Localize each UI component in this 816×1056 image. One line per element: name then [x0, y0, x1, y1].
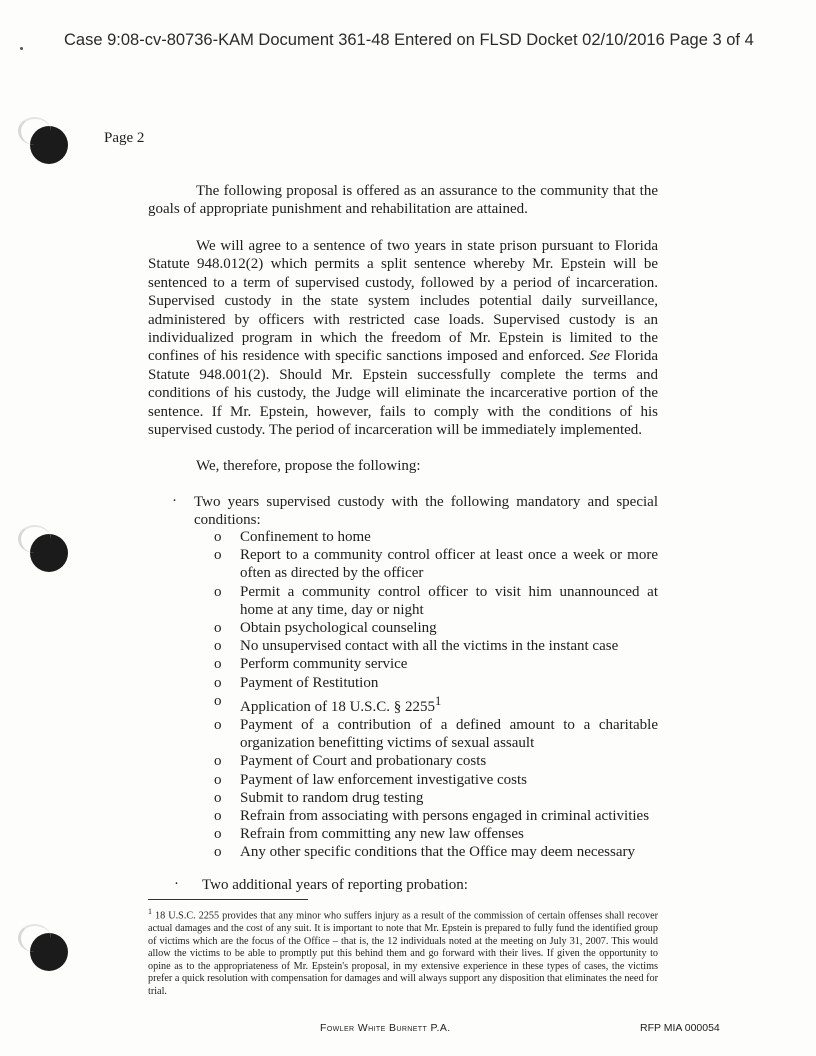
bullet-marker: · [174, 876, 179, 892]
condition-item: o Payment of Court and probationary costs [214, 753, 487, 770]
sentence-paragraph [148, 237, 658, 439]
punch-hole-bottom [30, 933, 68, 971]
sentence-paragraph-rest: Florida Statute 948.001(2). Should Mr. Epstein successfully complete the terms and conditions of his custody, the Judge will eliminate the incarcerative portion of the sentence. If Mr. Epstein, however, fails to comply with the conditions of his supervised custody. The period of incarceration will be immediately implemented. [148, 348, 659, 439]
condition-item: o Any other specific conditions that the Office may deem necessary [214, 844, 636, 861]
footnote [148, 906, 658, 999]
condition-item: o Perform community service [214, 656, 408, 673]
footnote-separator [148, 899, 308, 900]
condition-item: o Payment of law enforcement investigative costs [214, 771, 527, 788]
condition-item: o Confinement to home [214, 529, 371, 545]
punch-hole-middle [30, 534, 68, 572]
footnote-number: 1 [148, 907, 152, 916]
footnote-text: 18 U.S.C. 2255 provides that any minor who suffers injury as a result of the commission of certain offenses shall recover actual damages and the cost of any suit. It is important to note that Mr. Epstein is prepared to fully fund the identified group of victims which are the focus of the Office – that is, the 12 individuals noted at the meeting on July 31, 2007. This would allow the victims to be able to promptly put this behind them and go forward with their lives. If given the opportunity to opine as to the appropriateness of Mr. Epstein's proposal, in my extensive experience in these types of cases, the victims prefer a quick resolution with compensation for damages and will always support any disposition that eliminates the need for trial. [148, 910, 658, 997]
intro-paragraph: The following proposal is offered as an assurance to the community that the goals of appropriate punishment and rehabilitation are attained. [148, 183, 658, 218]
bullet-marker: · [172, 493, 177, 509]
case-header: Case 9:08-cv-80736-KAM Document 361-48 Entered on FLSD Docket 02/10/2016 Page 3 of 4 [64, 31, 754, 49]
condition-item: o No unsupervised contact with all the victims in the instant case [214, 638, 619, 655]
see-citation: See [589, 348, 611, 365]
condition-item: o Refrain from associating with persons engaged in criminal activities [214, 808, 650, 825]
condition-item: o Payment of a contribution of a defined amount to a charitable organization benefitting victims of sexual assault [214, 717, 658, 752]
supervised-custody-item: Two years supervised custody with the following mandatory and special conditions: [194, 494, 658, 529]
condition-item: o Obtain psychological counseling [214, 620, 437, 637]
condition-item: o Permit a community control officer to visit him unannounced at home at any time, day or night [214, 583, 658, 618]
probation-item: Two additional years of reporting probation: [202, 877, 468, 893]
condition-item: o Submit to random drug testing [214, 789, 424, 806]
punch-hole-top [30, 126, 68, 164]
sentence-paragraph-main: We will agree to a sentence of two years in state prison pursuant to Florida Statute 948.012(2) which permits a split sentence whereby Mr. Epstein will be sentenced to a term of supervised custody, followed by a period of incarceration. Supervised custody in the state system includes potential daily surveillance, administered by officers with restricted case loads. Supervised custody is an individualized program in which the freedom of Mr. Epstein is limited to the confines of his residence with specific sanctions imposed and enforced. [148, 238, 658, 365]
scan-speck [20, 47, 23, 50]
condition-item: o Application of 18 U.S.C. § 2255$^1$ [214, 692, 442, 715]
proposal-lead: We, therefore, propose the following: [196, 458, 421, 474]
bates-number: RFP MIA 000054 [640, 1022, 720, 1034]
condition-item: o Payment of Restitution [214, 674, 379, 691]
firm-name: Fowler White Burnett P.A. [320, 1022, 451, 1034]
condition-item: o Report to a community control officer at least once a week or more often as directed by the officer [214, 547, 658, 582]
footnote-reference: 1 [435, 693, 442, 708]
condition-item: o Refrain from committing any new law offenses [214, 826, 524, 843]
page-label: Page 2 [104, 130, 145, 146]
conditions-list [214, 528, 658, 862]
